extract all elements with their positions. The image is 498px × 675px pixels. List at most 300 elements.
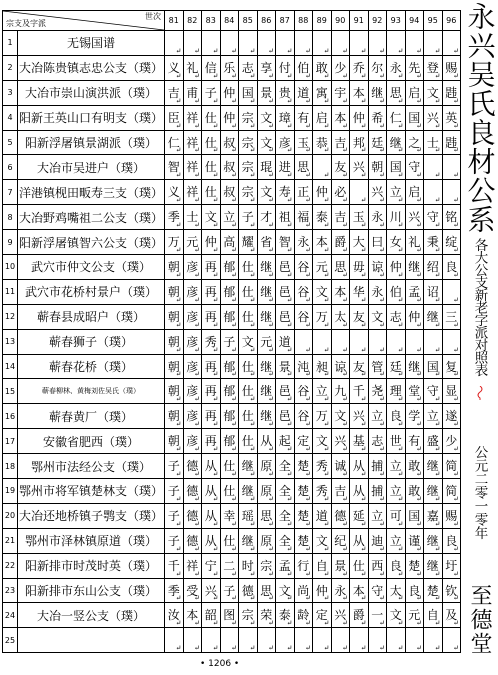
generation-character: 秉 (426, 235, 439, 250)
paragraph-mark-icon: ↵ (212, 46, 219, 55)
generation-character: 琨 (260, 160, 273, 175)
generation-character-cell (350, 31, 369, 56)
generation-character: 继 (408, 259, 421, 274)
generation-character: 立 (315, 384, 328, 399)
generation-character-cell (331, 304, 350, 329)
generation-character-cell (276, 329, 295, 354)
paragraph-mark-icon: ↵ (268, 544, 274, 553)
paragraph-mark-icon: ↵ (416, 171, 422, 180)
generation-character: 基 (352, 434, 365, 449)
paragraph-mark-icon: ↵ (268, 246, 274, 255)
generation-character-cell (442, 329, 461, 354)
paragraph-mark-icon: ↵ (453, 644, 459, 653)
generation-character-cell (165, 329, 184, 354)
generation-character: 再 (204, 309, 217, 324)
generation-character-cell (257, 105, 276, 130)
generation-character-cell (183, 628, 202, 653)
row-index: 18 (3, 454, 18, 479)
generation-character: 进 (278, 160, 291, 175)
paragraph-mark-icon: ↵ (268, 196, 274, 205)
generation-character-cell (387, 255, 406, 280)
generation-character-cell (239, 80, 258, 105)
generation-character-cell (313, 603, 332, 628)
generation-character: 郁 (223, 359, 236, 374)
generation-character-cell (405, 80, 424, 105)
generation-character: 良 (389, 558, 402, 573)
generation-character-cell (350, 155, 369, 180)
branch-name: 阳新浮屠镇智六公支（璞） (18, 230, 165, 255)
generation-character: 守 (408, 160, 421, 175)
paragraph-mark-icon: ↵ (360, 544, 367, 553)
generation-character: 楚 (297, 483, 310, 498)
generation-character-cell (257, 503, 276, 528)
paragraph-mark-icon: ↵ (360, 569, 367, 578)
generation-character-cell (165, 379, 184, 404)
generation-character-cell (183, 429, 202, 454)
paragraph-mark-icon: ↵ (434, 470, 441, 479)
generation-character-cell (387, 329, 406, 354)
generation-character: 伯 (297, 60, 310, 75)
branch-name: 蕲春柳林、黄梅刘佐吴氏（璞） (18, 379, 165, 404)
generation-character-cell (294, 155, 313, 180)
generation-character: 孟 (408, 284, 421, 299)
generation-character-cell (405, 279, 424, 304)
generation-character-cell (276, 255, 295, 280)
paragraph-mark-icon: ↵ (231, 71, 237, 80)
generation-character: 友 (352, 359, 365, 374)
generation-character-cell (257, 155, 276, 180)
paragraph-mark-icon: ↵ (194, 519, 200, 528)
generation-character-cell (239, 603, 258, 628)
paragraph-mark-icon: ↵ (323, 246, 330, 255)
paragraph-mark-icon: ↵ (249, 569, 256, 578)
paragraph-mark-icon: ↵ (379, 121, 385, 130)
generation-character-cell (368, 404, 387, 429)
paragraph-mark-icon: ↵ (268, 96, 274, 105)
paragraph-mark-icon: ↵ (268, 46, 274, 55)
generation-character: 兴 (334, 608, 347, 623)
paragraph-mark-icon: ↵ (434, 171, 441, 180)
generation-character-cell (405, 503, 424, 528)
generation-character: 文 (389, 608, 402, 623)
paragraph-mark-icon: ↵ (231, 519, 237, 528)
generation-character-cell (368, 429, 387, 454)
generation-character-cell (257, 55, 276, 80)
generation-character-cell (294, 329, 313, 354)
paragraph-mark-icon: ↵ (194, 121, 200, 130)
generation-character: 本 (334, 284, 347, 299)
generation-character-cell (276, 105, 295, 130)
generation-character-cell (331, 279, 350, 304)
generation-character: 文 (278, 583, 291, 598)
generation-character-cell (405, 429, 424, 454)
generation-character-cell (368, 528, 387, 553)
generation-character: 圩 (445, 558, 458, 573)
generation-character-cell (313, 454, 332, 479)
generation-character: 立 (389, 459, 402, 474)
generation-character: 楚 (297, 533, 310, 548)
generation-character-cell (368, 255, 387, 280)
generation-character: 文 (241, 334, 254, 349)
generation-character-cell (239, 205, 258, 230)
generation-character-cell (313, 105, 332, 130)
paragraph-mark-icon: ↵ (305, 121, 311, 130)
paragraph-mark-icon: ↵ (268, 569, 274, 578)
paragraph-mark-icon: ↵ (212, 445, 219, 454)
generation-character-cell (239, 379, 258, 404)
generation-character: 女 (389, 235, 402, 250)
table-row (3, 503, 461, 528)
paragraph-mark-icon: ↵ (268, 470, 274, 479)
generation-character-cell (183, 279, 202, 304)
paragraph-mark-icon: ↵ (360, 619, 367, 628)
paragraph-mark-icon: ↵ (249, 270, 256, 279)
paragraph-mark-icon: ↵ (194, 146, 200, 155)
paragraph-mark-icon: ↵ (305, 71, 311, 80)
paragraph-mark-icon: ↵ (286, 196, 293, 205)
paragraph-mark-icon: ↵ (360, 196, 367, 205)
generation-character: 朝 (167, 359, 180, 374)
generation-character-cell (276, 180, 295, 205)
generation-character: 良 (389, 409, 402, 424)
paragraph-mark-icon: ↵ (268, 221, 274, 230)
generation-character-cell (220, 553, 239, 578)
paragraph-mark-icon: ↵ (342, 594, 348, 603)
generation-character: 简 (445, 459, 458, 474)
generation-character: 子 (223, 334, 236, 349)
generation-character: 谷 (297, 309, 310, 324)
table-row (3, 379, 461, 404)
paragraph-mark-icon: ↵ (212, 420, 219, 429)
paragraph-mark-icon: ↵ (231, 470, 237, 479)
generation-character: 绽 (445, 235, 458, 250)
paragraph-mark-icon: ↵ (286, 644, 293, 653)
generation-character: 二 (223, 558, 236, 573)
generation-character-cell (387, 479, 406, 504)
generation-character-cell (405, 31, 424, 56)
paragraph-mark-icon: ↵ (397, 594, 404, 603)
generation-character: 谷 (297, 259, 310, 274)
paragraph-mark-icon: ↵ (249, 295, 256, 304)
generation-character: 立 (371, 508, 384, 523)
generation-character-cell (405, 304, 424, 329)
paragraph-mark-icon: ↵ (194, 196, 200, 205)
generation-character-cell (165, 105, 184, 130)
paragraph-mark-icon: ↵ (397, 246, 404, 255)
paragraph-mark-icon: ↵ (434, 420, 441, 429)
generation-character-cell (183, 454, 202, 479)
paragraph-mark-icon: ↵ (286, 96, 293, 105)
generation-character-cell (239, 279, 258, 304)
paragraph-mark-icon: ↵ (212, 246, 219, 255)
paragraph-mark-icon: ↵ (194, 96, 200, 105)
generation-character-cell (165, 479, 184, 504)
paragraph-mark-icon: ↵ (323, 494, 330, 503)
table-row (3, 155, 461, 180)
generation-character: 捕 (371, 459, 384, 474)
generation-character: 继 (260, 309, 273, 324)
generation-character-cell (442, 354, 461, 379)
generation-character-cell (294, 55, 313, 80)
paragraph-mark-icon: ↵ (397, 146, 404, 155)
generation-character: 继 (426, 558, 439, 573)
generation-character: 世 (389, 434, 402, 449)
generation-character: 良 (445, 259, 458, 274)
paragraph-mark-icon: ↵ (194, 46, 200, 55)
generation-character-cell (294, 603, 313, 628)
generation-character: 绍 (426, 259, 439, 274)
paragraph-mark-icon: ↵ (175, 644, 182, 653)
generation-character: 原 (260, 459, 273, 474)
row-index: 24 (3, 603, 18, 628)
paragraph-mark-icon: ↵ (323, 196, 330, 205)
paragraph-mark-icon: ↵ (434, 246, 441, 255)
paragraph-mark-icon: ↵ (416, 246, 422, 255)
generation-character-cell (165, 31, 184, 56)
generation-character-cell (220, 578, 239, 603)
paragraph-mark-icon: ↵ (434, 46, 441, 55)
generation-character-cell (294, 255, 313, 280)
paragraph-mark-icon: ↵ (249, 544, 256, 553)
generation-character: 继 (426, 483, 439, 498)
paragraph-mark-icon: ↵ (194, 470, 200, 479)
generation-character-cell (331, 105, 350, 130)
paragraph-mark-icon: ↵ (360, 46, 367, 55)
generation-number-cell: 92 (368, 11, 387, 31)
paragraph-mark-icon: ↵ (379, 644, 385, 653)
paragraph-mark-icon: ↵ (323, 121, 330, 130)
paragraph-mark-icon: ↵ (212, 619, 219, 628)
generation-character-cell (405, 130, 424, 155)
generation-character-cell (313, 255, 332, 280)
generation-character-cell (220, 31, 239, 56)
paragraph-mark-icon: ↵ (212, 71, 219, 80)
paragraph-mark-icon: ↵ (175, 320, 182, 329)
generation-character-cell (442, 503, 461, 528)
paragraph-mark-icon: ↵ (453, 96, 459, 105)
generation-character-cell (183, 578, 202, 603)
edition-date: 公元二零一零年 (471, 445, 488, 540)
generation-character-cell (313, 404, 332, 429)
generation-character-cell (313, 553, 332, 578)
paragraph-mark-icon: ↵ (268, 619, 274, 628)
generation-character: 乔 (352, 60, 365, 75)
paragraph-mark-icon: ↵ (231, 270, 237, 279)
paragraph-mark-icon: ↵ (249, 470, 256, 479)
branch-name: 蕲春县成昭户（璞） (18, 304, 165, 329)
generation-character: 邦 (352, 135, 365, 150)
generation-character: 仲 (352, 110, 365, 125)
generation-character-cell (387, 603, 406, 628)
paragraph-mark-icon: ↵ (212, 395, 219, 404)
row-index: 8 (3, 205, 18, 230)
paragraph-mark-icon: ↵ (305, 196, 311, 205)
paragraph-mark-icon: ↵ (453, 594, 459, 603)
paragraph-mark-icon: ↵ (175, 246, 182, 255)
generation-character: 礼 (186, 60, 199, 75)
paragraph-mark-icon: ↵ (453, 71, 459, 80)
generation-character: 邑 (278, 259, 291, 274)
generation-character: 纪 (334, 533, 347, 548)
generation-character-cell (220, 279, 239, 304)
generation-character-cell (183, 205, 202, 230)
generation-character: 仕 (204, 185, 217, 200)
paragraph-mark-icon: ↵ (342, 71, 348, 80)
paragraph-mark-icon: ↵ (249, 46, 256, 55)
generation-character-cell (405, 479, 424, 504)
generation-character: 堂 (408, 384, 421, 399)
generation-character: 再 (204, 359, 217, 374)
paragraph-mark-icon: ↵ (453, 270, 459, 279)
generation-character: 文 (260, 135, 273, 150)
generation-character-cell (350, 205, 369, 230)
paragraph-mark-icon: ↵ (323, 619, 330, 628)
paragraph-mark-icon: ↵ (342, 370, 348, 379)
generation-character-cell (313, 31, 332, 56)
generation-character-cell (313, 205, 332, 230)
generation-character: 彦 (186, 409, 199, 424)
generation-character: 继 (389, 135, 402, 150)
generation-character-cell (313, 503, 332, 528)
paragraph-mark-icon: ↵ (360, 146, 367, 155)
generation-character-cell (183, 553, 202, 578)
generation-character: 孟 (278, 558, 291, 573)
generation-character-cell (405, 379, 424, 404)
paragraph-mark-icon: ↵ (453, 494, 459, 503)
paragraph-mark-icon: ↵ (231, 370, 237, 379)
table-row (3, 105, 461, 130)
generation-character: 守 (371, 583, 384, 598)
generation-character: 景 (260, 85, 273, 100)
generation-character: 从 (204, 459, 217, 474)
paragraph-mark-icon: ↵ (434, 96, 441, 105)
branch-name: 阳新浮屠镇景湖派（璞） (18, 130, 165, 155)
row-index: 12 (3, 304, 18, 329)
branch-name: 蕲春狮子（璞） (18, 329, 165, 354)
generation-character: 良 (445, 533, 458, 548)
paragraph-mark-icon: ↵ (268, 420, 274, 429)
generation-character: 志 (371, 434, 384, 449)
generation-character-cell (183, 130, 202, 155)
paragraph-mark-icon: ↵ (379, 320, 385, 329)
generation-character-cell (239, 528, 258, 553)
generation-character-cell (424, 180, 443, 205)
generation-character-cell (331, 155, 350, 180)
paragraph-mark-icon: ↵ (434, 295, 441, 304)
generation-character-cell (276, 603, 295, 628)
generation-character-cell (183, 379, 202, 404)
generation-character-cell (442, 279, 461, 304)
paragraph-mark-icon: ↵ (360, 171, 367, 180)
generation-character: 之 (408, 135, 421, 150)
paragraph-mark-icon: ↵ (286, 320, 293, 329)
generation-character: 仕 (241, 259, 254, 274)
generation-character: 彦 (186, 384, 199, 399)
paragraph-mark-icon: ↵ (268, 494, 274, 503)
paragraph-mark-icon: ↵ (212, 171, 219, 180)
paragraph-mark-icon: ↵ (286, 594, 293, 603)
generation-character-cell (294, 379, 313, 404)
generation-character-cell (350, 230, 369, 255)
paragraph-mark-icon: ↵ (323, 544, 330, 553)
generation-character-cell (387, 454, 406, 479)
generation-character-cell (424, 31, 443, 56)
paragraph-mark-icon: ↵ (323, 395, 330, 404)
generation-character-cell (276, 429, 295, 454)
generation-character-cell (202, 404, 221, 429)
paragraph-mark-icon: ↵ (360, 494, 367, 503)
generation-number-cell: 90 (331, 11, 350, 31)
generation-character: 元 (186, 235, 199, 250)
generation-character: 捕 (371, 483, 384, 498)
paragraph-mark-icon: ↵ (323, 221, 330, 230)
generation-character-cell (442, 105, 461, 130)
paragraph-mark-icon: ↵ (342, 470, 348, 479)
generation-character: 立 (389, 483, 402, 498)
paragraph-mark-icon: ↵ (305, 445, 311, 454)
generation-number-cell: 93 (387, 11, 406, 31)
generation-character: 继 (426, 459, 439, 474)
generation-character: 朝 (167, 384, 180, 399)
paragraph-mark-icon: ↵ (416, 196, 422, 205)
paragraph-mark-icon: ↵ (305, 320, 311, 329)
generation-character-cell (220, 155, 239, 180)
generation-character-cell (331, 379, 350, 404)
generation-character-cell (276, 528, 295, 553)
generation-character-cell (183, 230, 202, 255)
paragraph-mark-icon: ↵ (268, 395, 274, 404)
paragraph-mark-icon: ↵ (416, 619, 422, 628)
generation-character: 曰 (371, 235, 384, 250)
generation-character: 耀 (241, 235, 254, 250)
generation-character: 郁 (223, 384, 236, 399)
paragraph-mark-icon: ↵ (194, 221, 200, 230)
row-index: 6 (3, 155, 18, 180)
generation-character: 永 (371, 284, 384, 299)
paragraph-mark-icon: ↵ (453, 46, 459, 55)
paragraph-mark-icon: ↵ (175, 470, 182, 479)
generation-character: 省 (260, 235, 273, 250)
table-header-row (3, 11, 461, 31)
generation-character-cell (239, 354, 258, 379)
paragraph-mark-icon: ↵ (434, 445, 441, 454)
paragraph-mark-icon: ↵ (286, 445, 293, 454)
paragraph-mark-icon: ↵ (416, 420, 422, 429)
paragraph-mark-icon: ↵ (434, 619, 441, 628)
generation-character-cell (368, 230, 387, 255)
generation-character-cell (331, 429, 350, 454)
generation-character: 楚 (408, 558, 421, 573)
paragraph-mark-icon: ↵ (231, 395, 237, 404)
generation-character-cell (202, 80, 221, 105)
generation-character: 兴 (334, 434, 347, 449)
generation-character-cell (239, 578, 258, 603)
generation-character: 彦 (186, 334, 199, 349)
row-index: 11 (3, 279, 18, 304)
paragraph-mark-icon: ↵ (397, 370, 404, 379)
generation-character-cell (424, 404, 443, 429)
generation-character: 思 (334, 259, 347, 274)
paragraph-mark-icon: ↵ (286, 370, 293, 379)
generation-character: 继 (241, 483, 254, 498)
generation-number-cell: 94 (405, 11, 424, 31)
generation-character: 士 (426, 135, 439, 150)
generation-character-cell (405, 105, 424, 130)
paragraph-mark-icon: ↵ (379, 420, 385, 429)
generation-character: 子 (241, 210, 254, 225)
generation-character: 文 (260, 185, 273, 200)
generation-character: 受 (186, 583, 199, 598)
